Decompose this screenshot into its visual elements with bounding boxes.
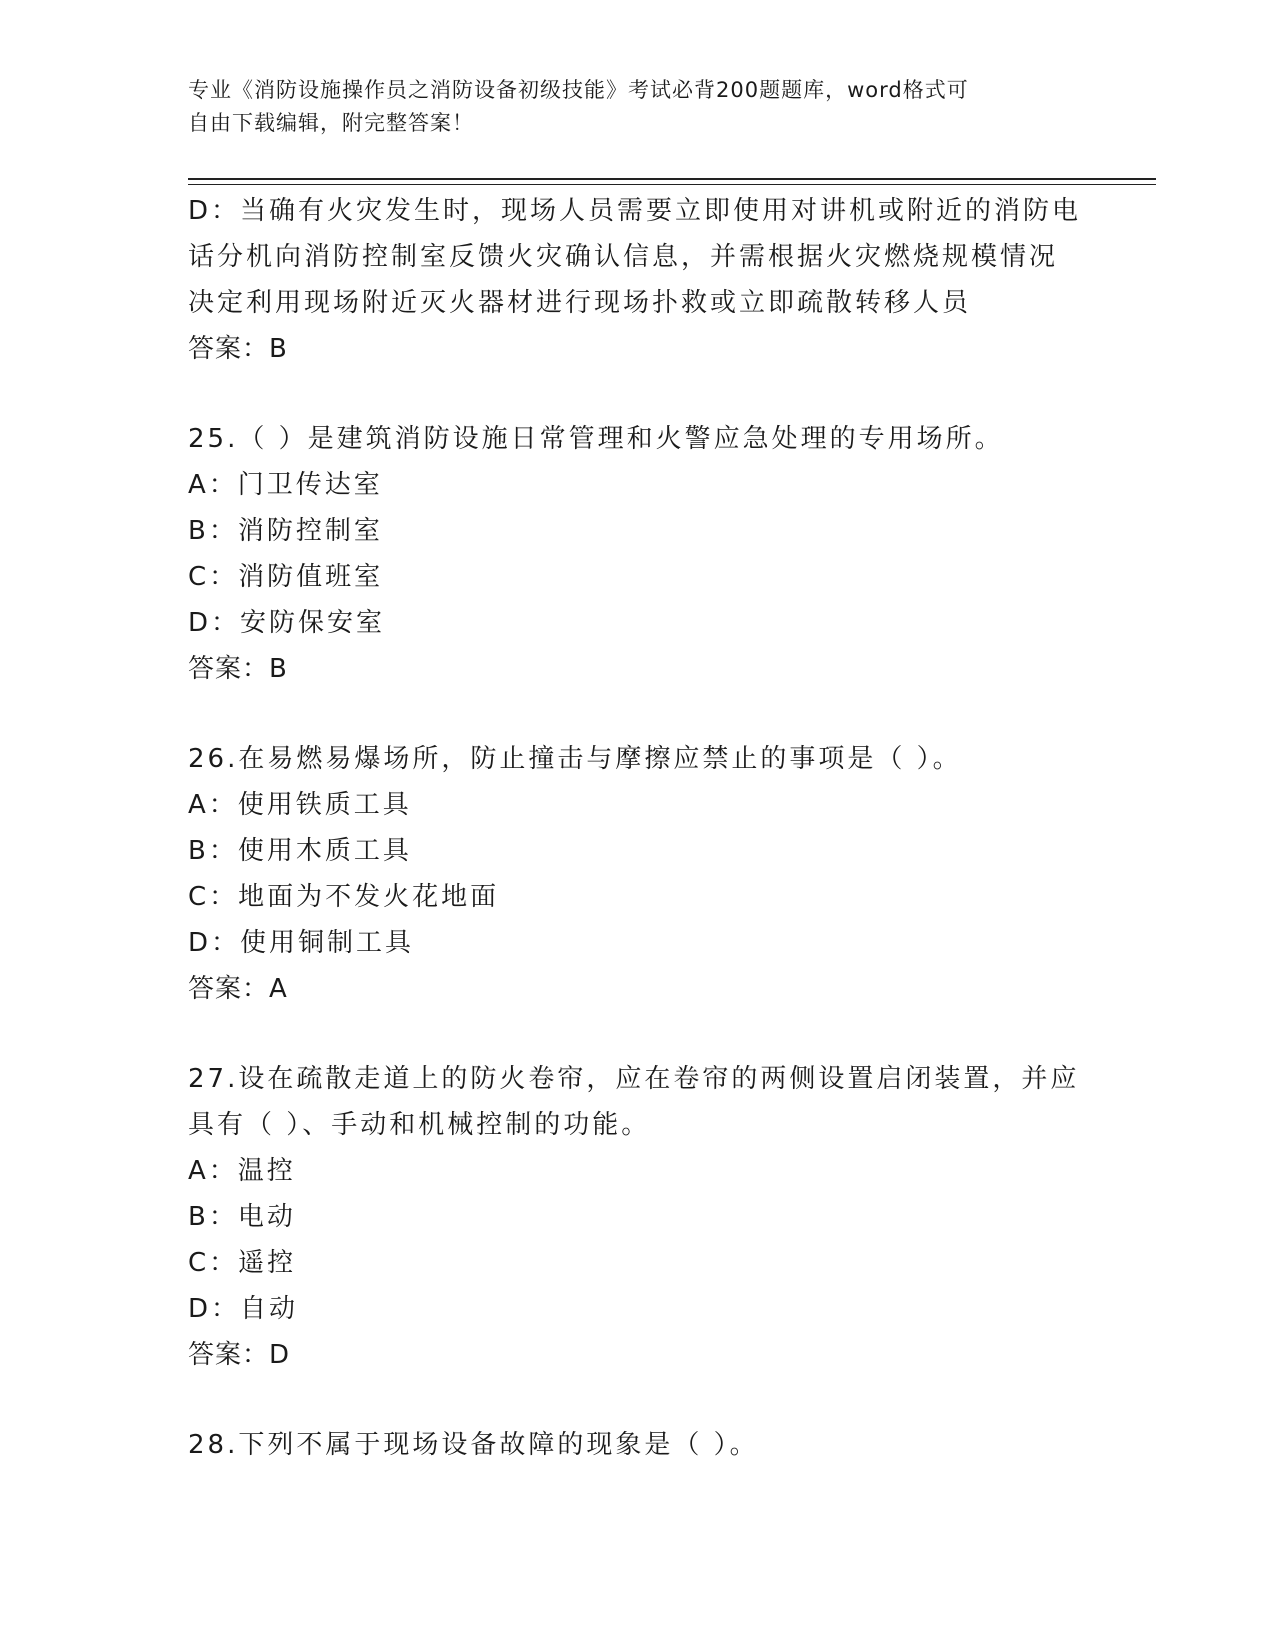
- question-stem: 28.下列不属于现场设备故障的现象是（ ）。: [188, 1430, 759, 1460]
- answer: 答案：D: [188, 1340, 291, 1370]
- option-d: D：安防保安室: [188, 608, 386, 638]
- question-stem: 27.设在疏散走道上的防火卷帘，应在卷帘的两侧设置启闭装置，并应: [188, 1064, 1080, 1094]
- option-d: D：使用铜制工具: [188, 928, 415, 958]
- question-28: [188, 1422, 1088, 1468]
- header-line-1: 专业《消防设施操作员之消防设备初级技能》考试必背200题题库，word格式可: [188, 78, 969, 102]
- question-27: [188, 1056, 1088, 1378]
- option-b: B：消防控制室: [188, 516, 383, 546]
- option-a: A：温控: [188, 1156, 296, 1186]
- option-d-line: 话分机向消防控制室反馈火灾确认信息，并需根据火灾燃烧规模情况: [188, 242, 1059, 272]
- answer: 答案：B: [188, 334, 288, 364]
- answer: 答案：A: [188, 974, 288, 1004]
- question-24-continuation: [188, 188, 1088, 372]
- option-d-line: 决定利用现场附近灭火器材进行现场扑救或立即疏散转移人员: [188, 288, 972, 318]
- option-a: A：使用铁质工具: [188, 790, 412, 820]
- option-b: B：使用木质工具: [188, 836, 412, 866]
- question-stem: 具有（ ）、手动和机械控制的功能。: [188, 1110, 651, 1140]
- question-stem: 25.（ ）是建筑消防设施日常管理和火警应急处理的专用场所。: [188, 424, 1004, 454]
- option-a: A：门卫传达室: [188, 470, 383, 500]
- header-line-2: 自由下载编辑，附完整答案！: [188, 111, 474, 135]
- option-b: B：电动: [188, 1202, 296, 1232]
- page-header: [188, 74, 1068, 140]
- header-divider-thick: [188, 178, 1156, 180]
- option-d: D：自动: [188, 1294, 299, 1324]
- question-25: [188, 416, 1088, 692]
- question-stem: 26.在易燃易爆场所，防止撞击与摩擦应禁止的事项是（ ）。: [188, 744, 962, 774]
- option-c: C：遥控: [188, 1248, 297, 1278]
- option-c: C：地面为不发火花地面: [188, 882, 500, 912]
- document-body: [188, 188, 1088, 1468]
- question-26: [188, 736, 1088, 1012]
- option-c: C：消防值班室: [188, 562, 384, 592]
- option-d-line: D：当确有火灾发生时，现场人员需要立即使用对讲机或附近的消防电: [188, 196, 1082, 226]
- answer: 答案：B: [188, 654, 288, 684]
- header-divider-thin: [188, 184, 1156, 185]
